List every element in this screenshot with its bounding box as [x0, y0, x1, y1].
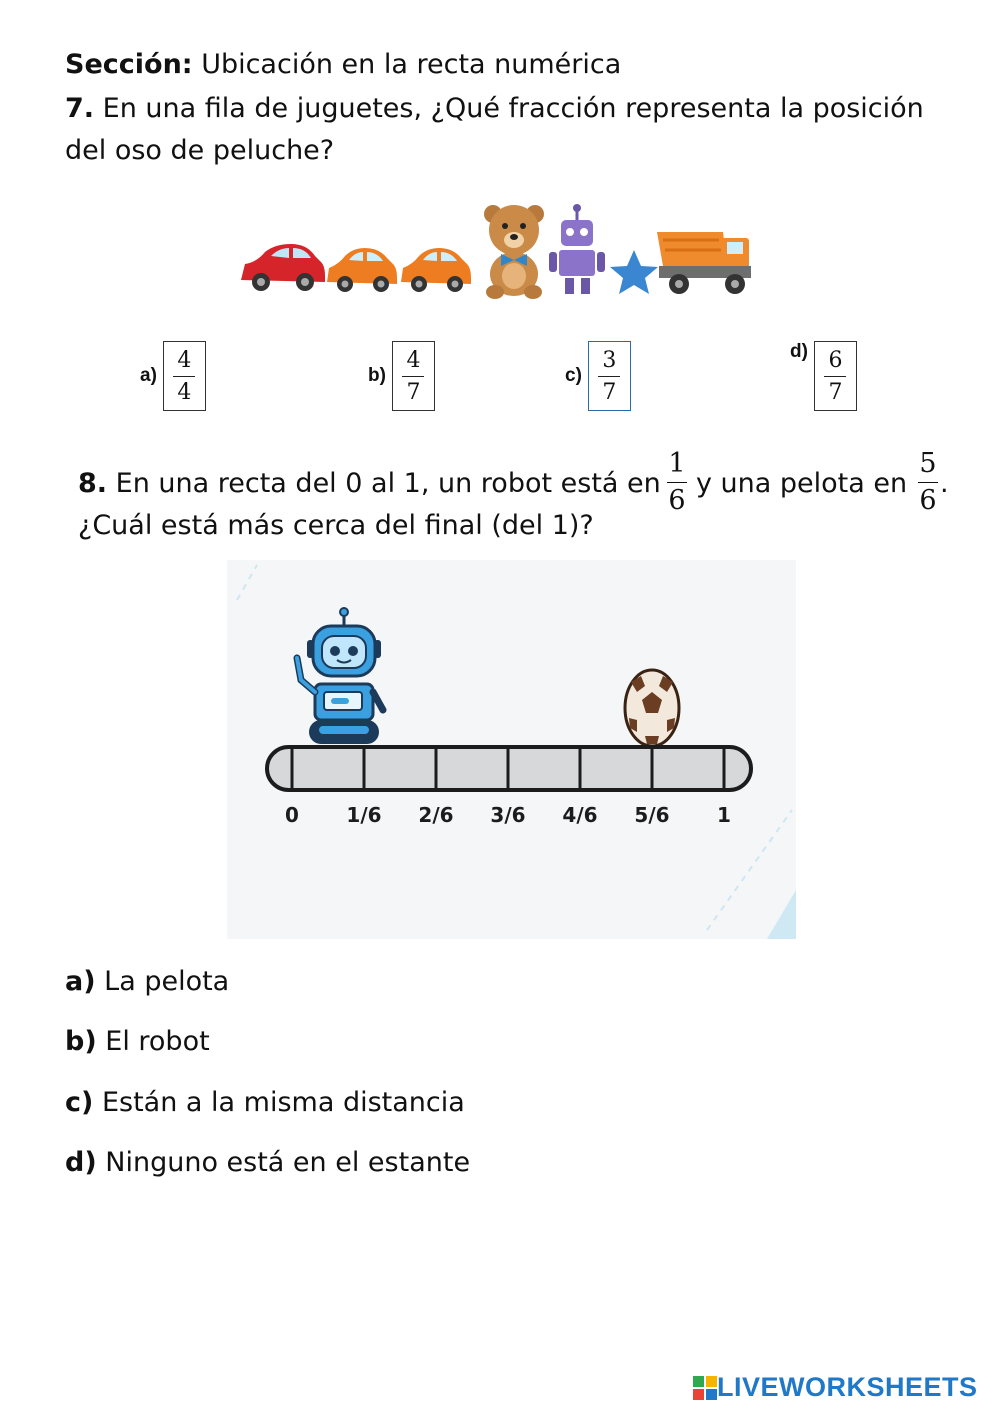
- dump-truck-icon: [657, 232, 751, 294]
- fraction-numerator: 5: [919, 448, 937, 479]
- answer-text: Están a la misma distancia: [101, 1087, 465, 1118]
- fraction-bar: [918, 482, 938, 483]
- fraction-box[interactable]: [814, 341, 857, 411]
- answer-label: d): [65, 1147, 97, 1178]
- option-7-d[interactable]: [790, 341, 857, 411]
- question-8-text-a: En una recta del 0 al 1, un robot está en: [115, 468, 661, 499]
- fraction-denominator: 7: [602, 379, 617, 405]
- decor-dash: [707, 810, 792, 930]
- robot-icon: [549, 204, 605, 294]
- liveworksheets-logo: [693, 1372, 978, 1403]
- option-label: a): [140, 365, 157, 386]
- answer-text: La pelota: [104, 966, 230, 997]
- fraction-box[interactable]: [163, 341, 206, 411]
- fraction-numerator: 4: [177, 347, 192, 373]
- fraction-denominator: 4: [177, 379, 192, 405]
- answer-8-c[interactable]: [65, 1085, 465, 1121]
- option-7-a[interactable]: [140, 341, 206, 411]
- brand-text: LIVEWORKSHEETS: [717, 1372, 978, 1402]
- question-8-lead: [78, 468, 661, 499]
- option-7-b[interactable]: [368, 341, 435, 411]
- fraction-denominator: 6: [668, 485, 686, 516]
- fraction-bar: [173, 376, 195, 377]
- option-label: d): [790, 341, 808, 362]
- number-line-label: 2/6: [418, 803, 454, 827]
- fraction-one-sixth: [667, 448, 687, 517]
- number-line-label: 1/6: [346, 803, 382, 827]
- fraction-denominator: 6: [919, 485, 937, 516]
- fraction-numerator: 1: [668, 448, 686, 479]
- answer-text: Ninguno está en el estante: [105, 1147, 471, 1178]
- section-title: Ubicación en la recta numérica: [201, 49, 622, 80]
- number-line-labels: [285, 803, 731, 827]
- option-label: c): [565, 365, 582, 386]
- fraction-bar: [598, 376, 620, 377]
- option-7-c[interactable]: [565, 341, 631, 411]
- fraction-box[interactable]: [588, 341, 631, 411]
- soccer-ball-icon: [625, 670, 679, 746]
- answer-8-b[interactable]: [65, 1024, 210, 1060]
- fraction-bar: [667, 482, 687, 483]
- answer-text: El robot: [105, 1026, 210, 1057]
- question-7-number: 7.: [65, 93, 95, 124]
- fraction-numerator: 3: [602, 347, 617, 373]
- fraction-numerator: 6: [828, 347, 843, 373]
- question-8-number: 8.: [78, 468, 108, 499]
- question-8-text-b: y una pelota en: [696, 468, 908, 499]
- number-line-label: 1: [717, 803, 731, 827]
- decor-corner: [767, 890, 796, 939]
- question-8-period: .: [940, 468, 949, 499]
- option-label: b): [368, 365, 386, 386]
- liveworksheets-icon: [693, 1376, 717, 1400]
- number-line-figure: [227, 560, 796, 939]
- answer-label: b): [65, 1026, 97, 1057]
- fraction-denominator: 7: [406, 379, 421, 405]
- teddy-bear-icon: [484, 205, 544, 299]
- number-line-label: 3/6: [490, 803, 526, 827]
- toys-row: [235, 200, 765, 300]
- fraction-denominator: 7: [828, 379, 843, 405]
- answer-label: a): [65, 966, 96, 997]
- section-label: Sección:: [65, 49, 193, 80]
- question-7-text: En una fila de juguetes, ¿Qué fracción representa la posición del oso de peluche?: [65, 93, 924, 166]
- star-icon: [610, 250, 658, 294]
- number-line-panel: [227, 560, 796, 939]
- question-8-line-2: ¿Cuál está más cerca del final (del 1)?: [78, 510, 594, 541]
- question-7: [65, 88, 955, 172]
- fraction-bar: [402, 376, 424, 377]
- answer-8-a[interactable]: [65, 964, 229, 1000]
- fraction-box[interactable]: [392, 341, 435, 411]
- number-line-label: 5/6: [634, 803, 670, 827]
- robot-icon: [297, 608, 383, 744]
- decor-dash: [237, 565, 257, 600]
- number-line-label: 0: [285, 803, 299, 827]
- section-header: [65, 46, 621, 84]
- answer-8-d[interactable]: [65, 1145, 470, 1181]
- orange-car-icon: [401, 248, 471, 292]
- answer-label: c): [65, 1087, 94, 1118]
- fraction-numerator: 4: [406, 347, 421, 373]
- number-line-label: 4/6: [562, 803, 598, 827]
- fraction-bar: [824, 376, 846, 377]
- orange-car-icon: [327, 248, 397, 292]
- fraction-five-sixths: [918, 448, 938, 517]
- red-car-icon: [241, 244, 325, 291]
